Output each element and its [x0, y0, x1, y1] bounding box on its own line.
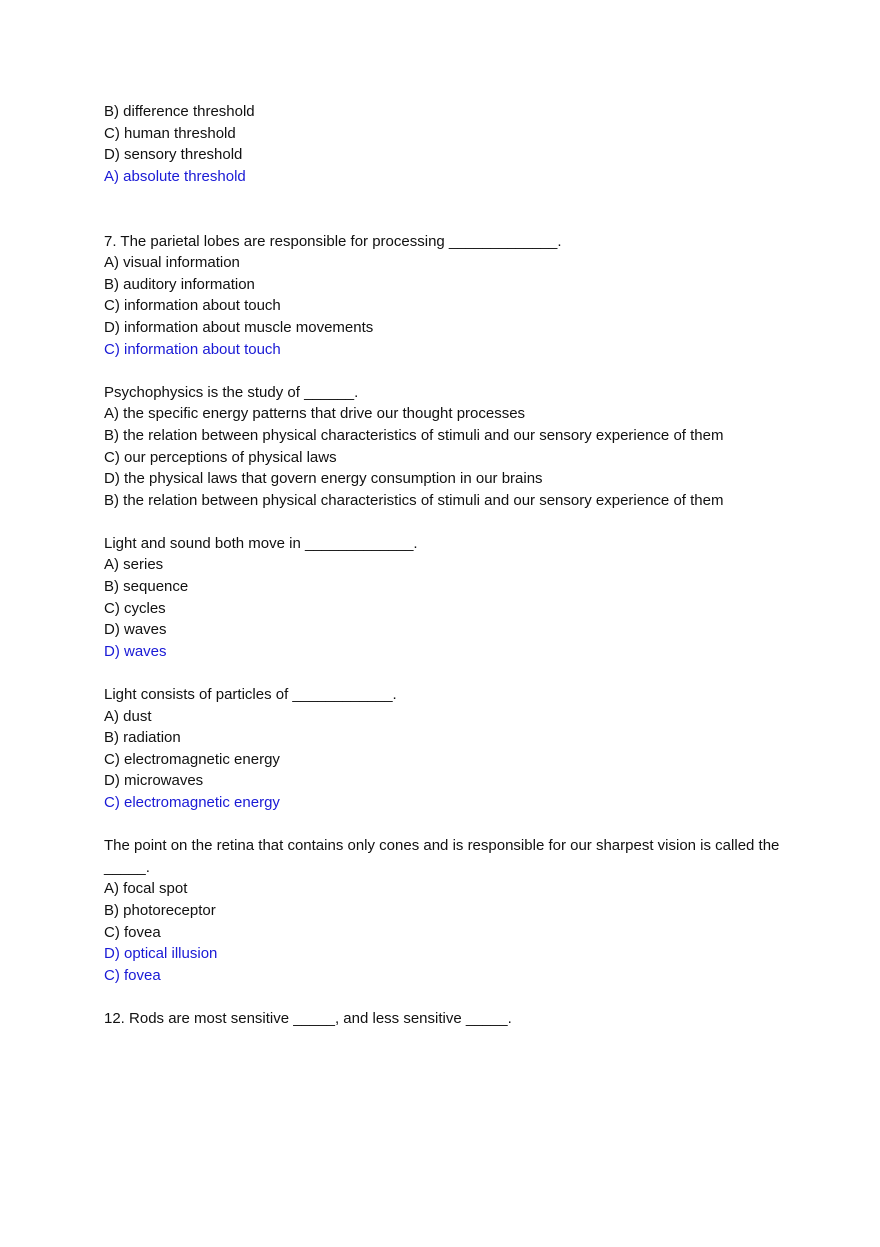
answer-line: C) fovea	[104, 966, 161, 984]
option-line: B) sequence	[104, 578, 189, 596]
option-line: B) photoreceptor	[104, 901, 216, 919]
option-line: A) the specific energy patterns that drive our thought processes	[104, 405, 526, 423]
option-line: D) information about muscle movements	[104, 318, 374, 336]
option-line: A) focal spot	[104, 880, 188, 898]
question-block	[104, 684, 784, 814]
option-line: B) difference threshold	[104, 103, 255, 120]
option-line: D) sensory threshold	[104, 146, 243, 164]
option-line: B) radiation	[104, 729, 181, 747]
question-block	[104, 1008, 784, 1030]
option-line: B) auditory information	[104, 275, 255, 293]
document-page	[104, 101, 784, 1030]
question-prompt: The point on the retina that contains only cones and is responsible for our sharpest vision is called the _____.	[104, 837, 784, 876]
answer-line: B) the relation between physical characteristics of stimuli and our sensory experience of them	[104, 491, 724, 509]
question-prompt: 7. The parietal lobes are responsible for processing _____________.	[104, 232, 562, 250]
option-line: C) information about touch	[104, 297, 281, 315]
answer-line: C) information about touch	[104, 340, 281, 358]
option-line: B) the relation between physical characteristics of stimuli and our sensory experience of them	[104, 426, 724, 444]
option-line: A) series	[104, 556, 164, 574]
question-prompt: Light and sound both move in _____________.	[104, 534, 418, 552]
question-prompt: 12. Rods are most sensitive _____, and less sensitive _____.	[104, 1009, 512, 1027]
option-line: C) fovea	[104, 923, 161, 941]
answer-line: A) absolute threshold	[104, 167, 246, 185]
answer-line: C) electromagnetic energy	[104, 794, 280, 811]
question-block	[104, 533, 784, 663]
answer-line: D) optical illusion	[104, 945, 218, 963]
option-line: C) cycles	[104, 599, 166, 617]
option-line: D) the physical laws that govern energy consumption in our brains	[104, 470, 543, 488]
option-line: C) our perceptions of physical laws	[104, 448, 337, 466]
option-line: D) microwaves	[104, 772, 204, 790]
option-line: C) human threshold	[104, 124, 236, 142]
option-line: A) visual information	[104, 254, 240, 272]
option-line: D) waves	[104, 621, 167, 639]
question-prompt: Light consists of particles of ____________.	[104, 686, 397, 704]
question-block	[104, 382, 784, 512]
option-line: A) dust	[104, 707, 152, 725]
carryover-block	[104, 101, 784, 187]
question-block	[104, 231, 784, 361]
answer-line: D) waves	[104, 642, 167, 660]
question-prompt: Psychophysics is the study of ______.	[104, 383, 359, 401]
option-line: C) electromagnetic energy	[104, 750, 280, 768]
question-block	[104, 835, 784, 986]
